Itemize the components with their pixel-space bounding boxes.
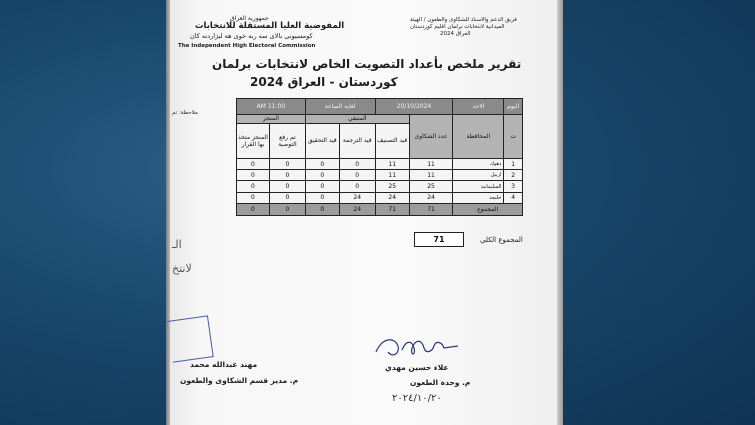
row-num: 1 — [504, 159, 523, 170]
text-fragment: الـ — [172, 238, 182, 251]
time-value: 11:00 AM — [237, 99, 306, 115]
row-translation: 0 — [339, 159, 375, 170]
day-label: اليوم — [504, 99, 523, 115]
handwritten-date: ٢٠٢٤/١٠/٢٠ — [392, 393, 442, 404]
header-recommendation: تم رفع التوصية — [269, 123, 305, 159]
row-decided: 0 — [237, 181, 270, 192]
total-classification: 71 — [375, 203, 409, 215]
table-row — [237, 159, 523, 170]
signer-left-title: م. مدير قسم الشكاوى والطعون — [180, 376, 299, 385]
table-row — [237, 192, 523, 203]
header-completed-group: المنجز — [237, 114, 306, 123]
row-governorate: دهوك — [453, 159, 504, 170]
table-row — [237, 181, 523, 192]
header-num: ت — [504, 114, 523, 159]
row-num: 4 — [504, 192, 523, 203]
header-left-commission-en: The Independent High Electoral Commission — [178, 43, 316, 49]
row-governorate: حلبجة — [453, 192, 504, 203]
row-decided: 0 — [237, 170, 270, 181]
report-title-line1: تقرير ملخص بأعداد التصويت الخاص لانتخابات برلمان — [212, 57, 522, 71]
row-classification: 24 — [375, 192, 409, 203]
row-complaints: 25 — [409, 181, 453, 192]
row-translation: 24 — [339, 192, 375, 203]
paper-shadow-right — [557, 0, 563, 425]
table-group-row — [237, 114, 523, 123]
grand-total-label: المجموع الكلي — [480, 236, 523, 244]
row-recommendation: 0 — [269, 181, 305, 192]
row-recommendation: 0 — [269, 159, 305, 170]
row-complaints: 24 — [409, 192, 453, 203]
table-row — [237, 170, 523, 181]
header-governorate: المحافظة — [453, 114, 504, 159]
row-complaints: 11 — [409, 159, 453, 170]
signer-right-name: علاء حسين مهدي — [385, 363, 449, 372]
row-decided: 0 — [237, 159, 270, 170]
row-investigation: 0 — [305, 181, 339, 192]
header-right-elections: الميدانية لانتخابات برلمان اقليم كوردستان — [410, 24, 505, 30]
row-num: 2 — [504, 170, 523, 181]
signature-scribble — [372, 330, 462, 364]
row-decided: 0 — [237, 192, 270, 203]
header-left-country: جمهورية العراق — [230, 15, 269, 22]
signer-right-title: م. وحدة الطعون — [410, 378, 471, 387]
report-title-line2: كوردستان - العراق 2024 — [250, 75, 398, 89]
date-value: 20/10/2024 — [375, 99, 453, 115]
header-classification: قيد التصنيف — [375, 123, 409, 159]
side-note: ملاحظة: تم — [172, 110, 198, 116]
total-translation: 24 — [339, 203, 375, 215]
header-complaints: عدد الشكاوى — [409, 114, 453, 159]
row-governorate: السليمانية — [453, 181, 504, 192]
row-complaints: 11 — [409, 170, 453, 181]
row-num: 3 — [504, 181, 523, 192]
table-total-row — [237, 203, 523, 215]
header-decided: المنجز متخذ بها القرار — [237, 123, 270, 159]
text-fragment: لانتخ — [172, 262, 192, 275]
row-investigation: 0 — [305, 192, 339, 203]
total-complaints: 71 — [409, 203, 453, 215]
total-investigation: 0 — [305, 203, 339, 215]
table-meta-row — [237, 99, 523, 115]
header-investigation: قيد التحقيق — [305, 123, 339, 159]
row-recommendation: 0 — [269, 170, 305, 181]
day-value: الاحد — [453, 99, 504, 115]
row-classification: 11 — [375, 159, 409, 170]
stamp-fragment — [167, 315, 213, 362]
total-decided: 0 — [237, 203, 270, 215]
grand-total-value: 71 — [414, 232, 464, 247]
row-investigation: 0 — [305, 170, 339, 181]
header-right-year: العراق 2024 — [440, 31, 471, 37]
header-right-team: فريق الدعم والاسناد للشكاوى والطعون / الهيئة — [410, 17, 517, 23]
header-left-commission-ar: المفوضية العليا المستقلة للانتخابات — [195, 21, 345, 31]
total-recommendation: 0 — [269, 203, 305, 215]
total-label: المجموع — [453, 203, 523, 215]
signer-left-name: مهند عبدالله محمد — [190, 360, 258, 369]
header-left-commission-ku: كومسيونی بالاى سه ربه خوى هه لبژاردنه كان — [190, 32, 313, 40]
complaints-table — [236, 98, 523, 216]
row-recommendation: 0 — [269, 192, 305, 203]
row-classification: 11 — [375, 170, 409, 181]
row-translation: 0 — [339, 181, 375, 192]
row-translation: 0 — [339, 170, 375, 181]
header-remaining-group: المتبقي — [305, 114, 409, 123]
row-investigation: 0 — [305, 159, 339, 170]
end-time-label: لغاية الساعة — [305, 99, 375, 115]
header-translation: قيد الترجمة — [339, 123, 375, 159]
row-classification: 25 — [375, 181, 409, 192]
row-governorate: اربيل — [453, 170, 504, 181]
